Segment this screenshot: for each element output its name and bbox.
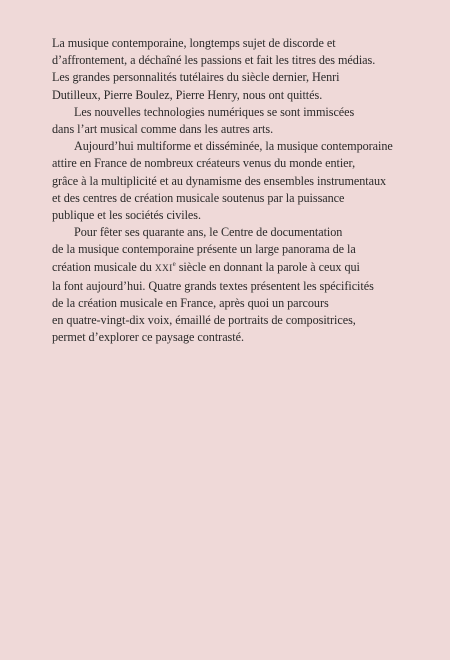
text-line: Aujourd’hui multiforme et disséminée, la musique contemporaine xyxy=(74,139,393,154)
paragraph-3 xyxy=(52,138,422,224)
text-segment: siècle en donnant la parole à ceux qui xyxy=(175,259,360,274)
text-line: Les grandes personnalités tutélaires du siècle dernier, Henri xyxy=(52,70,340,85)
text-line: grâce à la multiplicité et au dynamisme des ensembles instrumentaux xyxy=(52,173,387,188)
text-line: de la musique contemporaine présente un large panorama de la xyxy=(52,242,356,257)
text-line: Les nouvelles technologies numériques se sont immiscées xyxy=(74,104,355,119)
text-line: La musique contemporaine, longtemps sujet de discorde et xyxy=(52,36,336,50)
paragraph-2 xyxy=(52,104,422,138)
text-line: d’affrontement, a déchaîné les passions et fait les titres des médias. xyxy=(52,53,376,68)
text-line: et des centres de création musicale soutenus par la puissance xyxy=(52,190,345,205)
text-line: permet d’explorer ce paysage contrasté. xyxy=(52,330,244,345)
cover-text xyxy=(52,35,422,347)
text-segment: création musicale du xyxy=(52,259,155,274)
text-line: Dutilleux, Pierre Boulez, Pierre Henry, nous ont quittés. xyxy=(52,87,323,102)
paragraph-1 xyxy=(52,35,422,104)
century-superscript: e xyxy=(172,259,176,268)
text-line: en quatre-vingt-dix voix, émaillé de portraits de compositrices, xyxy=(52,313,356,328)
text-line-with-century xyxy=(52,259,422,278)
paragraph-4 xyxy=(52,224,422,346)
text-line: attire en France de nombreux créateurs venus du monde entier, xyxy=(52,156,356,171)
century-numeral: XXI xyxy=(154,263,173,274)
text-line: Pour fêter ses quarante ans, le Centre de documentation xyxy=(74,225,343,240)
text-line: dans l’art musical comme dans les autres arts. xyxy=(52,122,274,137)
text-line: de la création musicale en France, après quoi un parcours xyxy=(52,296,329,311)
text-line: publique et les sociétés civiles. xyxy=(52,208,201,223)
text-line: la font aujourd’hui. Quatre grands textes présentent les spécificités xyxy=(52,278,374,293)
